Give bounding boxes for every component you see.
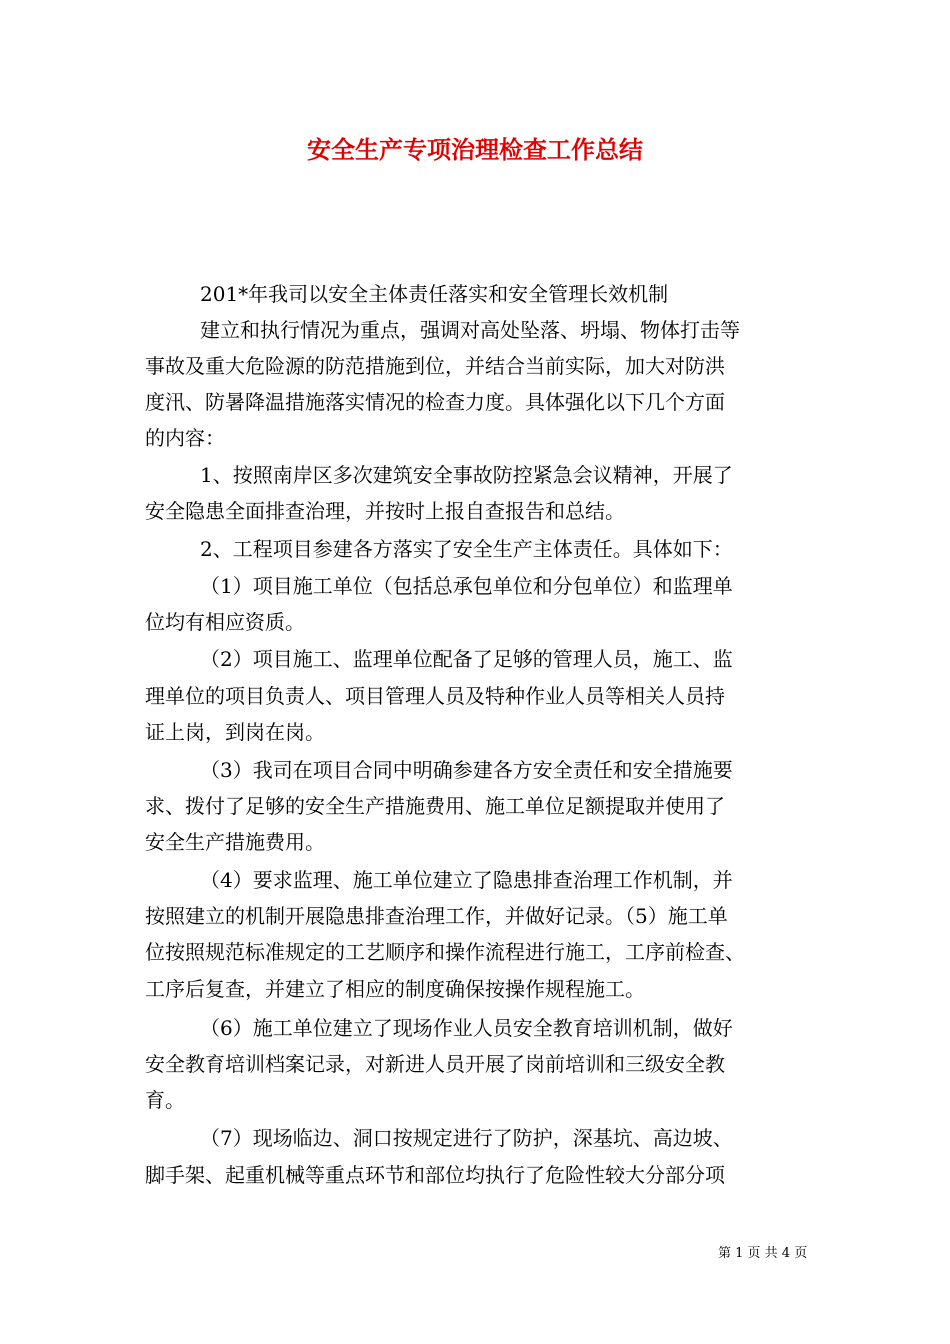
body-line: 事故及重大危险源的防范措施到位，并结合当前实际，加大对防洪	[145, 354, 725, 378]
body-line: （2）项目施工、监理单位配备了足够的管理人员，施工、监	[200, 647, 733, 671]
body-line: 安全隐患全面排查治理，并按时上报自查报告和总结。	[145, 499, 625, 523]
body-line: 证上岗，到岗在岗。	[145, 720, 325, 744]
body-line: 求、拨付了足够的安全生产措施费用、施工单位足额提取并使用了	[145, 794, 725, 818]
body-line: 工序后复查，并建立了相应的制度确保按操作规程施工。	[145, 977, 645, 1001]
body-line: 育。	[145, 1088, 185, 1112]
body-line: 度汛、防暑降温措施落实情况的检查力度。具体强化以下几个方面	[145, 390, 725, 414]
body-line: 的内容：	[145, 426, 225, 450]
body-line: 安全教育培训档案记录，对新进人员开展了岗前培训和三级安全教	[145, 1052, 725, 1076]
body-line: （4）要求监理、施工单位建立了隐患排查治理工作机制，并	[200, 868, 733, 892]
body-line: 2、工程项目参建各方落实了安全生产主体责任。具体如下：	[200, 537, 733, 561]
body-line: （1）项目施工单位（包括总承包单位和分包单位）和监理单	[200, 574, 733, 598]
body-line: 201*年我司以安全主体责任落实和安全管理长效机制	[200, 282, 669, 306]
body-line: 按照建立的机制开展隐患排查治理工作，并做好记录。（5）施工单	[145, 904, 728, 928]
body-line: （3）我司在项目合同中明确参建各方安全责任和安全措施要	[200, 758, 733, 782]
body-line: 理单位的项目负责人、项目管理人员及特种作业人员等相关人员持	[145, 684, 725, 708]
body-line: （6）施工单位建立了现场作业人员安全教育培训机制，做好	[200, 1016, 733, 1040]
page-number: 第 1 页 共 4 页	[718, 1246, 808, 1261]
body-line: 安全生产措施费用。	[145, 830, 325, 854]
body-line: 位按照规范标准规定的工艺顺序和操作流程进行施工，工序前检查、	[145, 940, 745, 964]
body-line: 脚手架、起重机械等重点环节和部位均执行了危险性较大分部分项	[145, 1163, 725, 1187]
body-line: （7）现场临边、洞口按规定进行了防护，深基坑、高边坡、	[200, 1126, 733, 1150]
body-line: 位均有相应资质。	[145, 610, 305, 634]
document-title: 安全生产专项治理检查工作总结	[307, 135, 643, 164]
body-line: 1、按照南岸区多次建筑安全事故防控紧急会议精神，开展了	[200, 463, 733, 487]
body-line: 建立和执行情况为重点，强调对高处坠落、坍塌、物体打击等	[200, 318, 740, 342]
